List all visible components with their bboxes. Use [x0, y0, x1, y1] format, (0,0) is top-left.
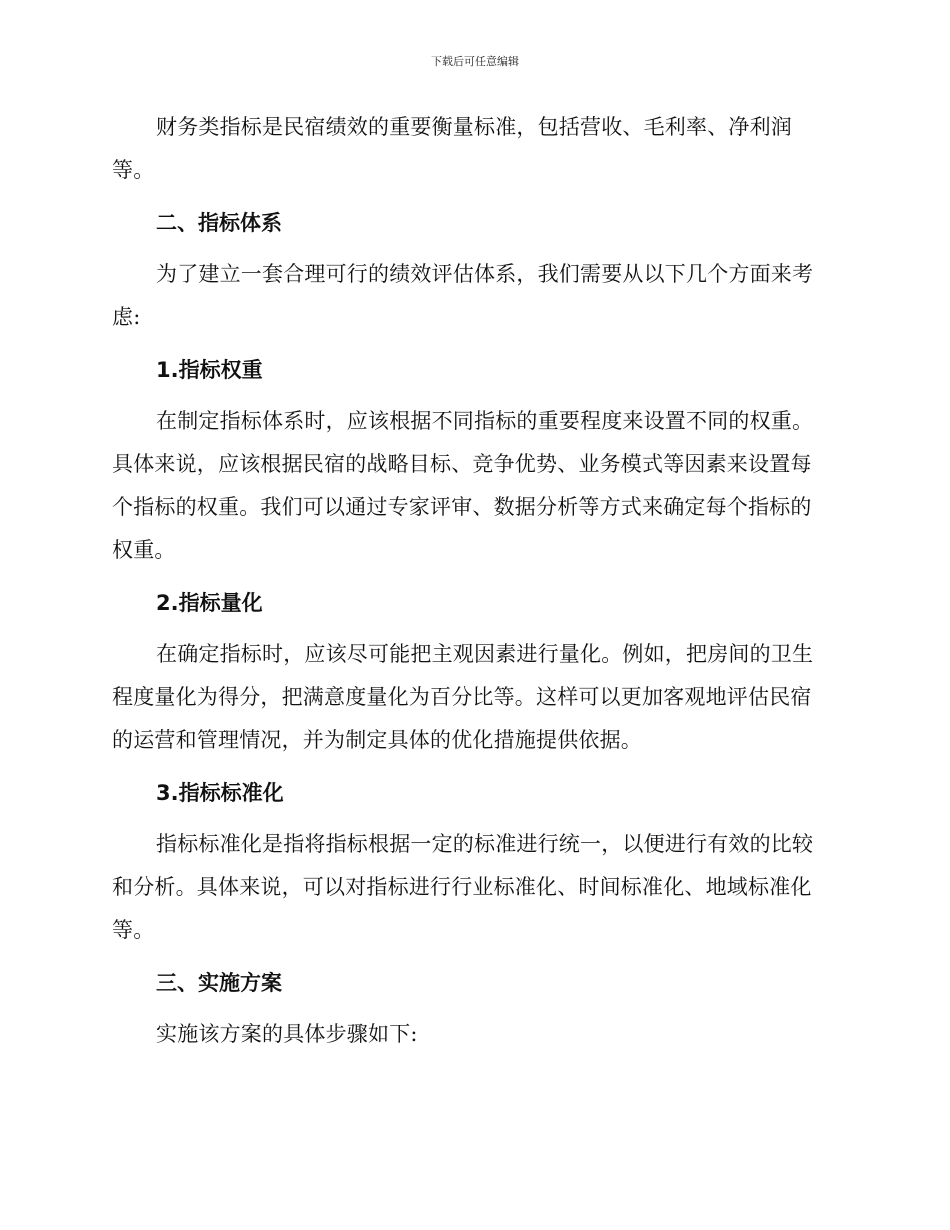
paragraph-evaluation-system: 为了建立一套合理可行的绩效评估体系，我们需要从以下几个方面来考虑: — [112, 262, 814, 329]
paragraph-financial-indicators: 财务类指标是民宿绩效的重要衡量标准，包括营收、毛利率、净利润等。 — [112, 115, 792, 182]
subheading-indicator-quantification: 2.指标量化 — [156, 591, 263, 615]
section-heading-indicator-system: 二、指标体系 — [156, 211, 282, 235]
paragraph-implementation-steps: 实施该方案的具体步骤如下: — [156, 1022, 418, 1046]
subheading-indicator-standardization: 3.指标标准化 — [156, 781, 284, 805]
section-heading-implementation-plan: 三、实施方案 — [156, 971, 282, 995]
paragraph-indicator-standardization: 指标标准化是指将指标根据一定的标准进行统一，以便进行有效的比较和分析。具体来说，可以对指标进行行业标准化、时间标准化、地域标准化等。 — [112, 832, 814, 942]
subheading-indicator-weight: 1.指标权重 — [156, 358, 263, 382]
paragraph-indicator-weight: 在制定指标体系时，应该根据不同指标的重要程度来设置不同的权重。具体来说，应该根据民宿的战略目标、竞争优势、业务模式等因素来设置每个指标的权重。我们可以通过专家评审、数据分析等方式来确定每个指标的权重。 — [112, 409, 814, 562]
page-header: 下载后可任意编辑 — [431, 55, 519, 68]
paragraph-indicator-quantification: 在确定指标时，应该尽可能把主观因素进行量化。例如，把房间的卫生程度量化为得分，把满意度量化为百分比等。这样可以更加客观地评估民宿的运营和管理情况，并为制定具体的优化措施提供依据。 — [112, 642, 814, 752]
document-body — [112, 106, 832, 1056]
